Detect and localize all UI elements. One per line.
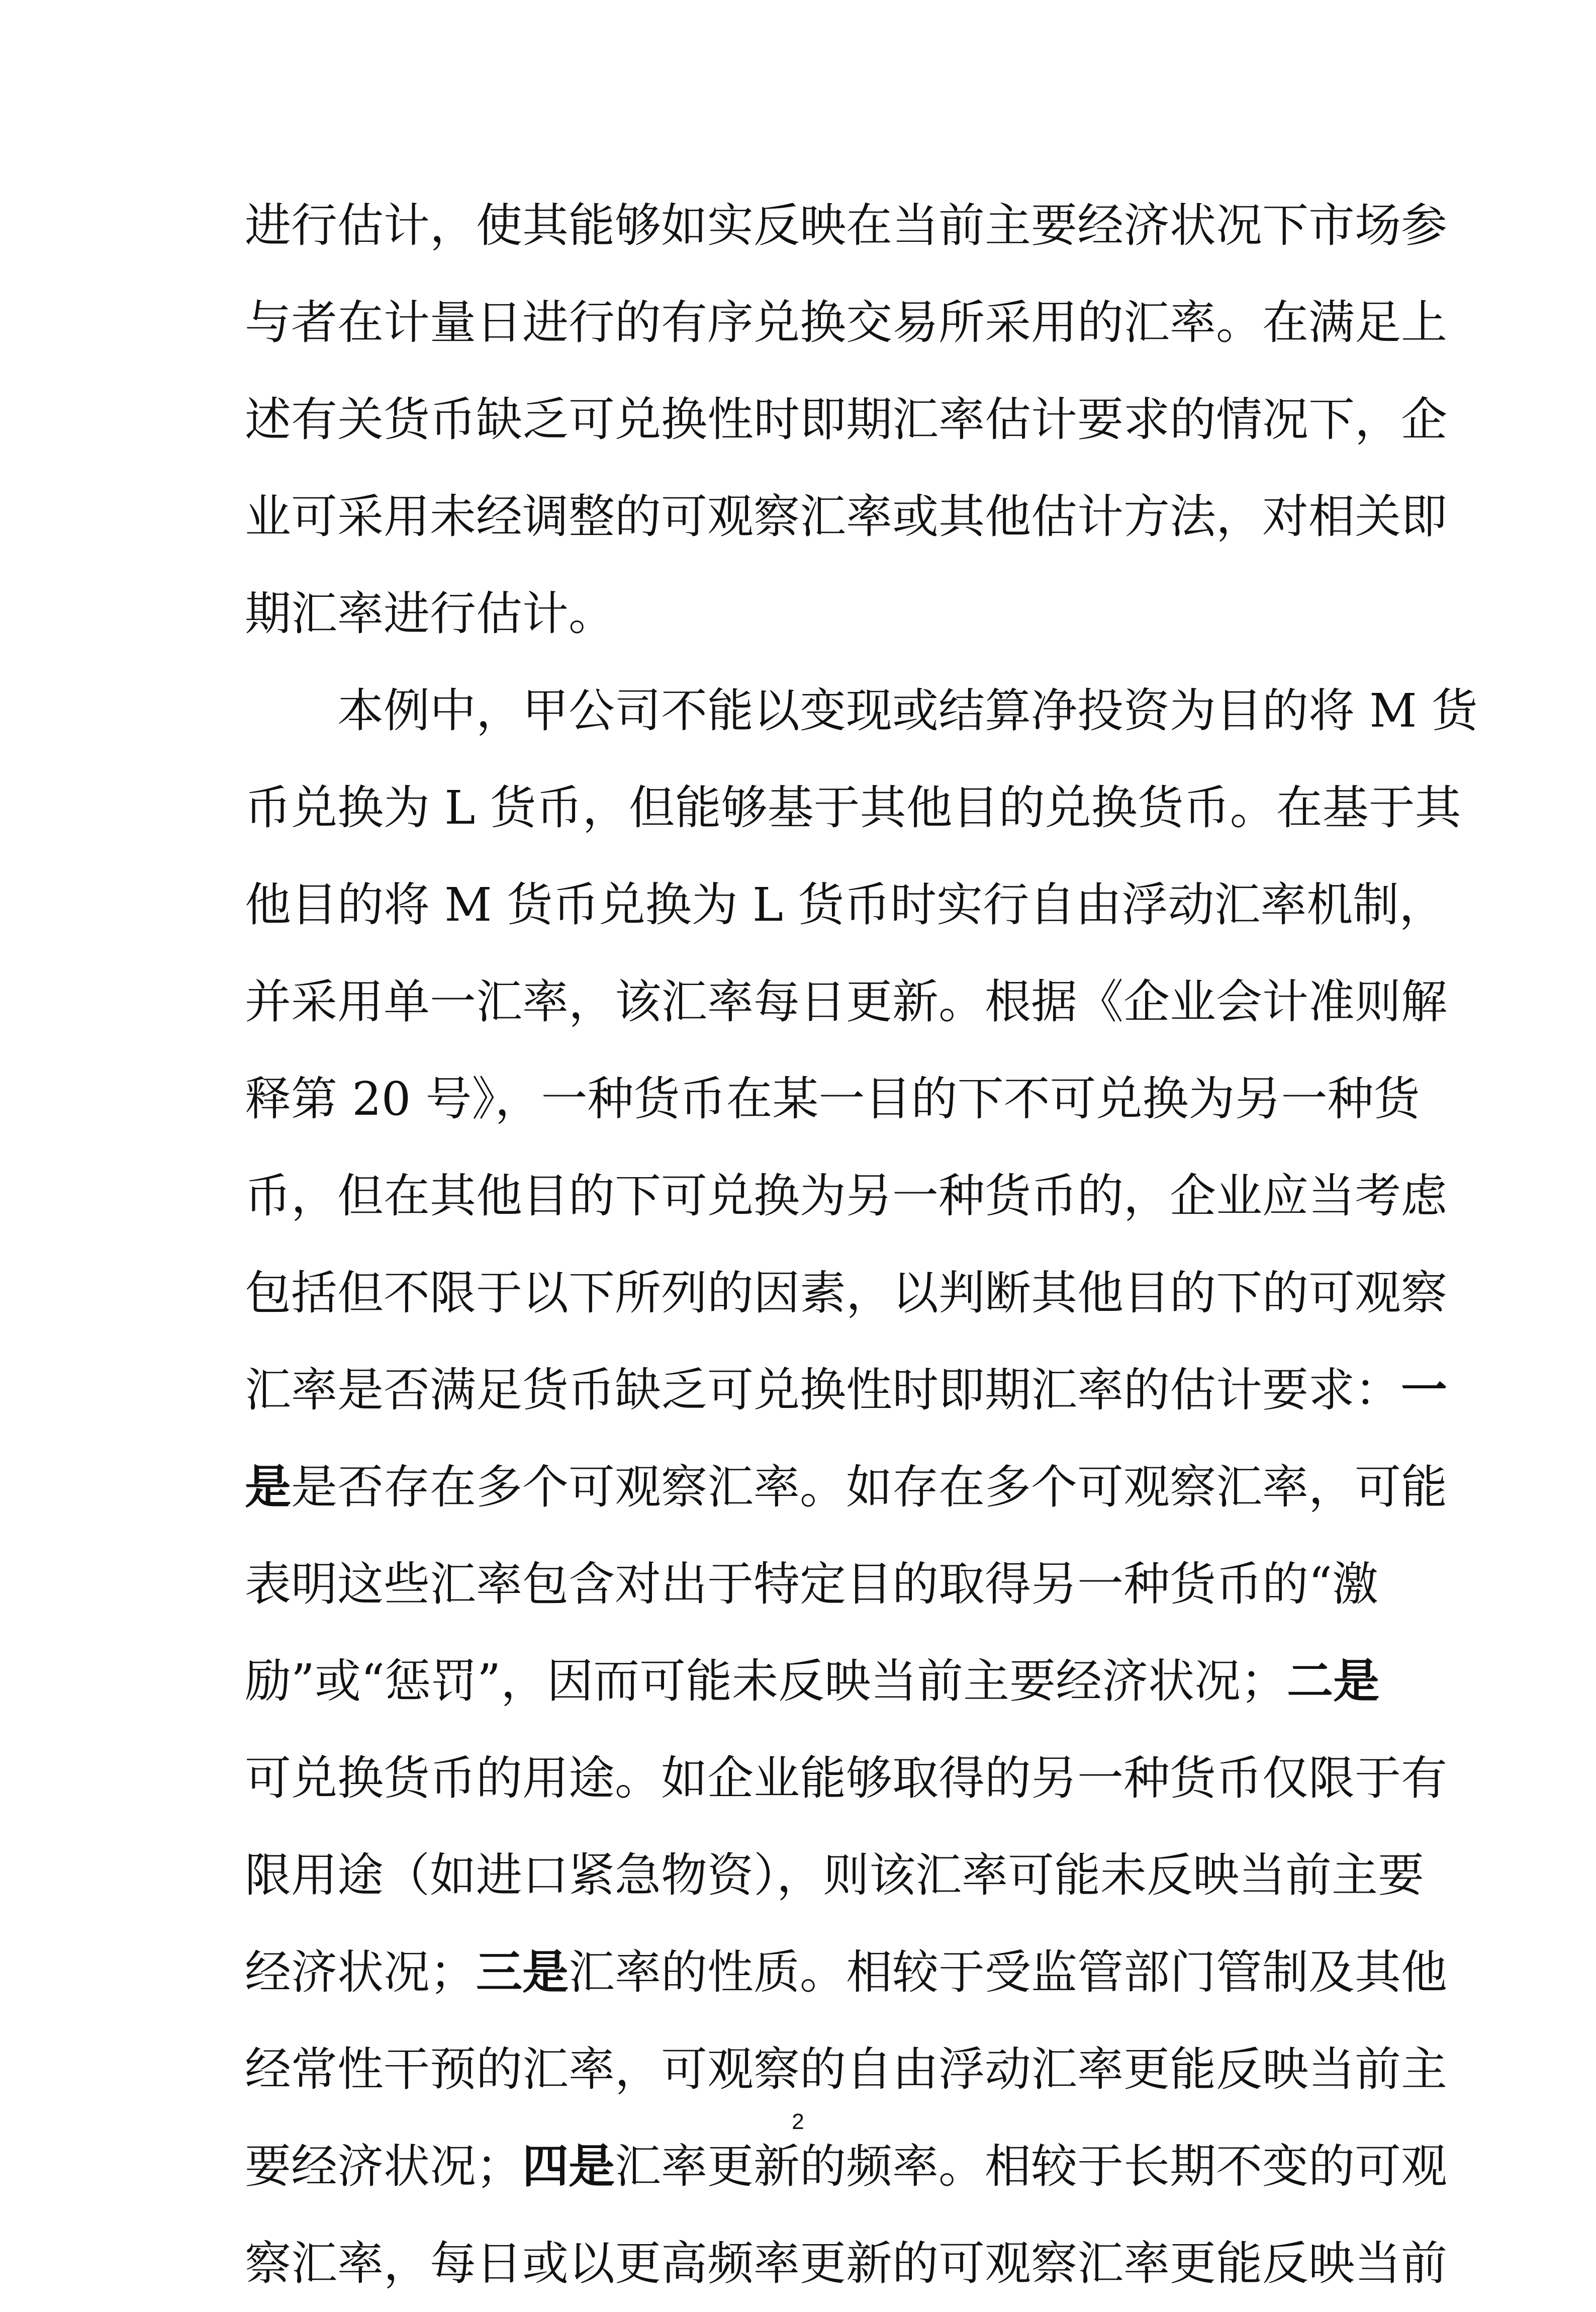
paragraph-example — [245, 662, 1478, 2312]
factor-marker-one-cont: 是 — [245, 1460, 292, 1514]
text-line: 并采用单一汇率，该汇率每日更新。根据《企业会计准则解 — [245, 975, 1448, 1029]
text-run: 经济状况； — [245, 1945, 477, 1999]
page-number: 2 — [792, 2109, 804, 2134]
factor-marker-two: 二是 — [1287, 1654, 1380, 1708]
text-run: 汇率更新的频率。相较于长期不变的可观 — [615, 2140, 1448, 2193]
text-line: 币，但在其他目的下可兑换为另一种货币的，企业应当考虑 — [245, 1169, 1448, 1223]
factor-marker-four: 四是 — [522, 2139, 615, 2193]
text-run: 汇率的性质。相较于受监管部门管制及其他 — [569, 1945, 1448, 1999]
text-line: 他目的将 M 货币兑换为 L 货币时实行自由浮动汇率机制， — [245, 878, 1446, 932]
text-line: 察汇率，每日或以更高频率更新的可观察汇率更能反映当前 — [245, 2237, 1448, 2290]
text-line — [245, 1924, 1448, 2021]
text-line: 述有关货币缺乏可兑换性时即期汇率估计要求的情况下，企 — [245, 393, 1448, 447]
text-line: 本例中，甲公司不能以变现或结算净投资为目的将 M 货 — [337, 684, 1478, 738]
text-line: 进行估计，使其能够如实反映在当前主要经济状况下市场参 — [245, 199, 1448, 252]
text-line — [245, 1342, 1448, 1439]
text-line: 业可采用未经调整的可观察汇率或其他估计方法，对相关即 — [245, 490, 1448, 544]
body-text — [245, 177, 1478, 2312]
text-run: 要经济状况； — [245, 2140, 523, 2193]
text-line: 经常性干预的汇率，可观察的自由浮动汇率更能反映当前主 — [245, 2042, 1448, 2096]
text-line: 与者在计量日进行的有序兑换交易所采用的汇率。在满足上 — [245, 296, 1448, 349]
text-line: 表明这些汇率包含对出于特定目的取得另一种货币的“激 — [245, 1557, 1379, 1611]
text-line — [245, 1439, 1448, 1536]
text-run: 汇率是否满足货币缺乏可兑换性时即期汇率的估计要求： — [245, 1363, 1401, 1417]
text-line: 限用途（如进口紧急物资），则该汇率可能未反映当前主要 — [245, 1848, 1425, 1902]
factor-marker-one: 一 — [1401, 1363, 1448, 1417]
text-line: 期汇率进行估计。 — [245, 587, 615, 641]
text-line: 包括但不限于以下所列的因素，以判断其他目的下的可观察 — [245, 1266, 1448, 1320]
text-line: 币兑换为 L 货币，但能够基于其他目的兑换货币。在基于其 — [245, 781, 1461, 835]
factor-marker-three: 三是 — [476, 1945, 569, 1999]
text-run: 励”或“惩罚”，因而可能未反映当前主要经济状况； — [245, 1654, 1287, 1708]
text-line — [245, 1633, 1380, 1730]
paragraph-continuation — [245, 177, 1448, 662]
text-run: 是否存在多个可观察汇率。如存在多个可观察汇率，可能 — [291, 1460, 1448, 1514]
text-line: 可兑换货币的用途。如企业能够取得的另一种货币仅限于有 — [245, 1751, 1448, 1805]
text-line: 释第 20 号》，一种货币在某一目的下不可兑换为另一种货 — [245, 1072, 1420, 1126]
